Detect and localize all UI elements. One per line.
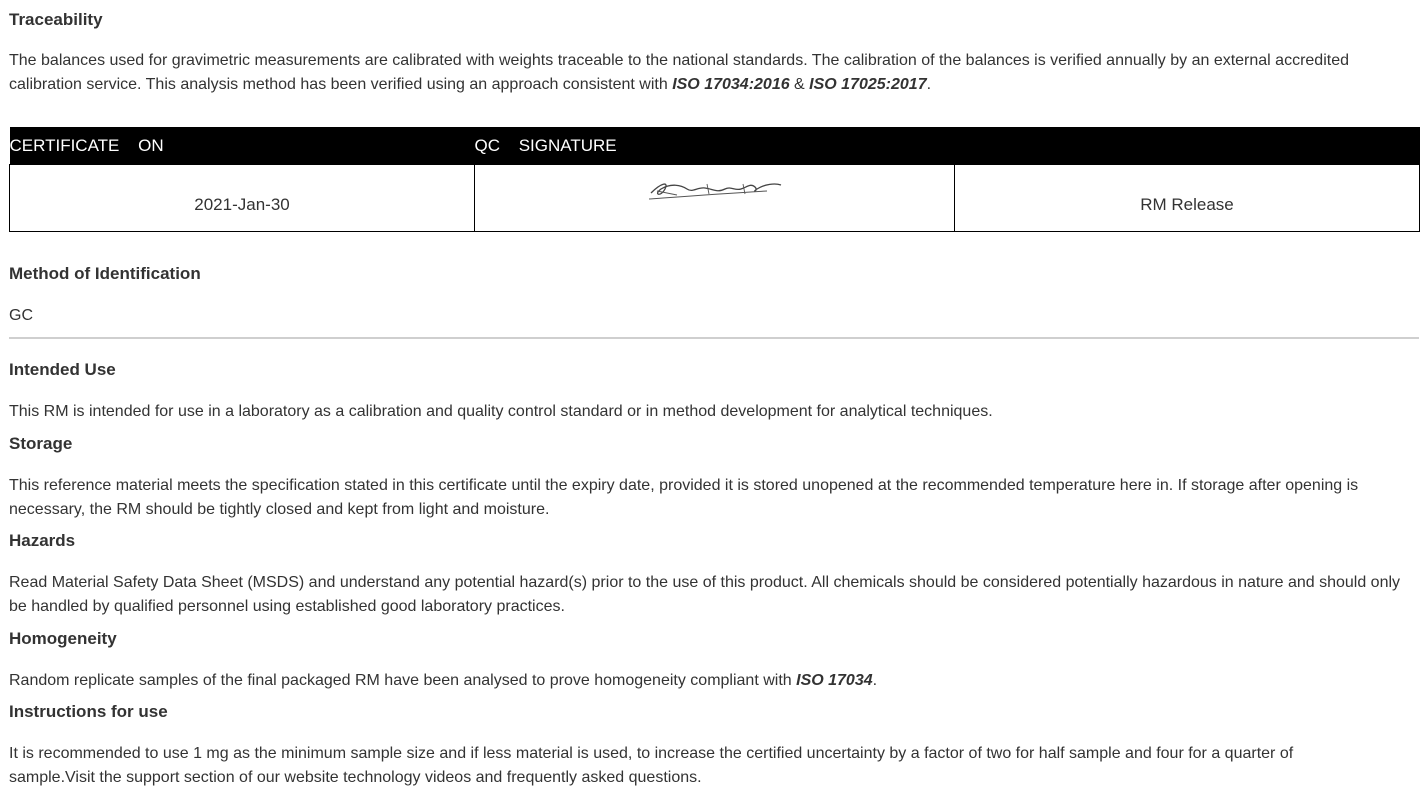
certificate-table bbox=[9, 127, 1420, 232]
hazards-heading: Hazards bbox=[9, 531, 76, 550]
iso-17025-2017-ref: ISO 17025:2017 bbox=[809, 76, 927, 93]
homogeneity-text-main: Random replicate samples of the final packaged RM have been analysed to prove homogeneity compliant with bbox=[9, 672, 797, 689]
header-empty bbox=[955, 127, 1420, 165]
homogeneity-text bbox=[9, 669, 1414, 693]
storage-heading: Storage bbox=[9, 434, 73, 453]
storage-text: This reference material meets the specification stated in this certificate until the expiry date, provided it is stored unopened at the recommended temperature here in. If storage after opening is necessary, the RM should be tightly closed and kept from light and moisture. bbox=[9, 477, 1359, 518]
qc-signature-cell bbox=[475, 165, 955, 232]
signature-icon bbox=[647, 175, 787, 205]
traceability-ampersand: & bbox=[789, 76, 810, 93]
method-of-identification-value: GC bbox=[9, 307, 33, 324]
iso-17034-ref: ISO 17034 bbox=[796, 672, 873, 689]
certificate-date-cell bbox=[10, 165, 475, 232]
traceability-text bbox=[9, 49, 1414, 97]
header-qc-signature: QC SIGNATURE bbox=[475, 127, 955, 165]
header-certificate-on: CERTIFICATE ON bbox=[10, 127, 475, 165]
section-divider bbox=[9, 337, 1419, 339]
iso-17034-2016-ref: ISO 17034:2016 bbox=[672, 76, 790, 93]
intended-use-heading: Intended Use bbox=[9, 360, 116, 379]
traceability-period: . bbox=[926, 76, 932, 93]
traceability-heading: Traceability bbox=[9, 10, 103, 29]
rm-release-cell bbox=[955, 165, 1420, 232]
instructions-text: It is recommended to use 1 mg as the minimum sample size and if less material is used, to increase the certified uncertainty by a factor of two for half sample and four for a quarter of sample.Visit the support section of our website technology videos and frequently asked questions. bbox=[9, 745, 1294, 786]
traceability-text-main: The balances used for gravimetric measurements are calibrated with weights traceable to the national standards. The calibration of the balances is verified annually by an external accredited calibration service. This analysis method has been verified using an approach consistent with bbox=[9, 52, 1349, 93]
certificate-table-row bbox=[10, 165, 1420, 232]
certificate-table-header-row bbox=[10, 127, 1420, 165]
instructions-heading: Instructions for use bbox=[9, 702, 168, 721]
rm-release-label: RM Release bbox=[1140, 195, 1234, 214]
homogeneity-heading: Homogeneity bbox=[9, 629, 117, 648]
intended-use-text: This RM is intended for use in a laboratory as a calibration and quality control standard or in method development for analytical techniques. bbox=[9, 403, 993, 420]
certificate-date: 2021-Jan-30 bbox=[194, 195, 290, 214]
hazards-text: Read Material Safety Data Sheet (MSDS) and understand any potential hazard(s) prior to the use of this product. All chemicals should be considered potentially hazardous in nature and should only be handled by qualified personnel using established good laboratory practices. bbox=[9, 574, 1401, 615]
method-of-identification-heading: Method of Identification bbox=[9, 264, 201, 283]
homogeneity-period: . bbox=[872, 672, 878, 689]
